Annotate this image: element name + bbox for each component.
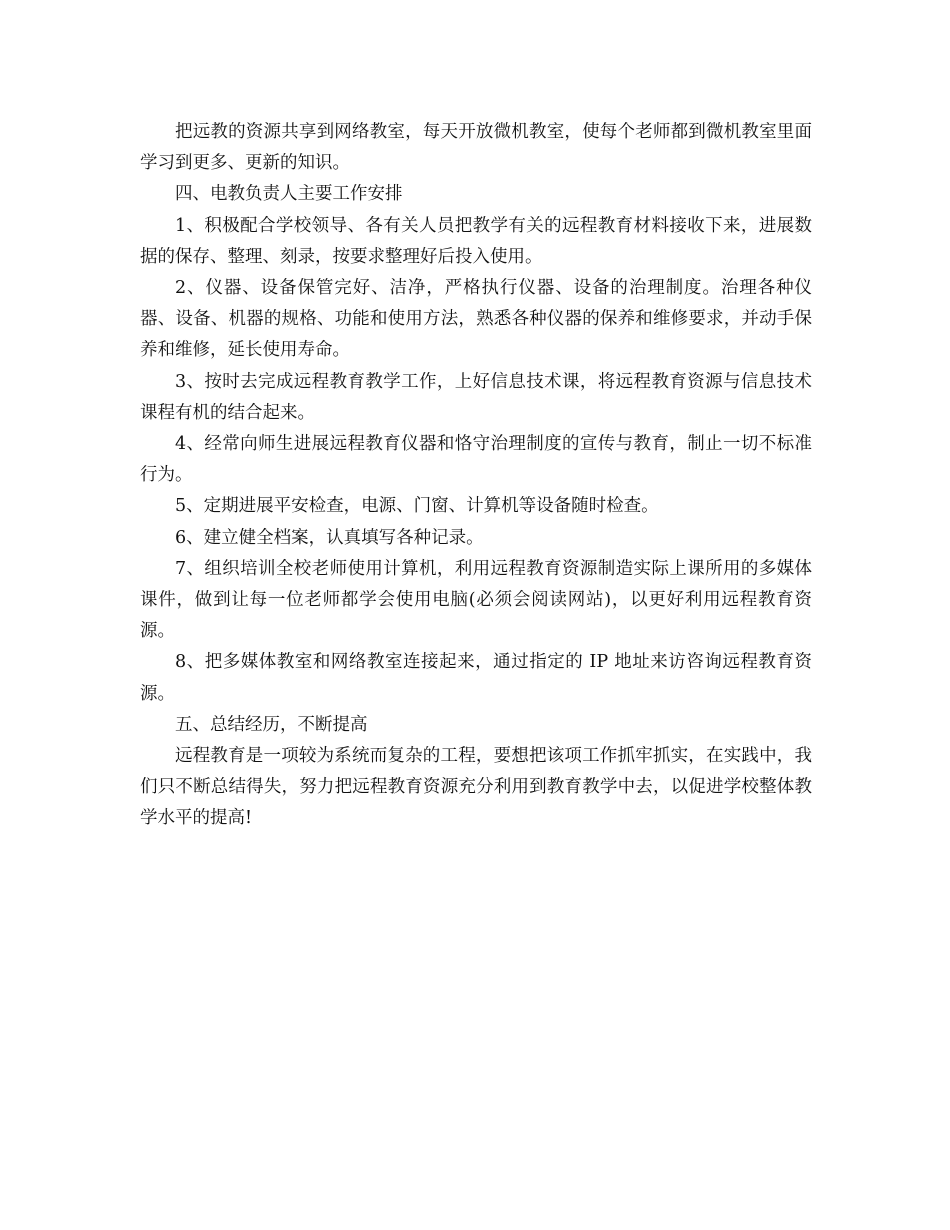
list-item-7: 7、组织培训全校老师使用计算机，利用远程教育资源制造实际上课所用的多媒体课件，做到让每一位老师都学会使用电脑(必须会阅读网站)，以更好利用远程教育资源。	[140, 558, 812, 642]
list-item-2: 2、仪器、设备保管完好、洁净，严格执行仪器、设备的治理制度。治理各种仪器、设备、机器的规格、功能和使用方法，熟悉各种仪器的保养和维修要求，并动手保养和维修，延长使用寿命。	[140, 278, 812, 361]
list-item-5: 5、定期进展平安检查，电源、门窗、计算机等设备随时检查。	[175, 496, 659, 517]
list-item-6: 6、建立健全档案，认真填写各种记录。	[175, 527, 484, 548]
list-item-8: 8、把多媒体教室和网络教室连接起来，通过指定的 IP 地址来访咨询远程教育资源。	[140, 652, 812, 704]
list-item-3: 3、按时去完成远程教育教学工作，上好信息技术课，将远程教育资源与信息技术课程有机的结合起来。	[140, 371, 812, 423]
list-item-1: 1、积极配合学校领导、各有关人员把教学有关的远程教育材料接收下来，进展数据的保存、整理、刻录，按要求整理好后投入使用。	[140, 215, 812, 267]
section-heading-5: 五、总结经历，不断提高	[175, 714, 368, 735]
list-item-4: 4、经常向师生进展远程教育仪器和恪守治理制度的宣传与教育，制止一切不标准行为。	[140, 434, 812, 486]
document-body	[140, 117, 812, 835]
section-heading-4: 四、电教负责人主要工作安排	[175, 184, 403, 205]
paragraph-intro: 把远教的资源共享到网络教室，每天开放微机教室，使每个老师都到微机教室里面学习到更多、更新的知识。	[140, 122, 812, 174]
paragraph-conclusion: 远程教育是一项较为系统而复杂的工程，要想把该项工作抓牢抓实，在实践中，我们只不断总结得失，努力把远程教育资源充分利用到教育教学中去，以促进学校整体教学水平的提高!	[140, 746, 812, 829]
